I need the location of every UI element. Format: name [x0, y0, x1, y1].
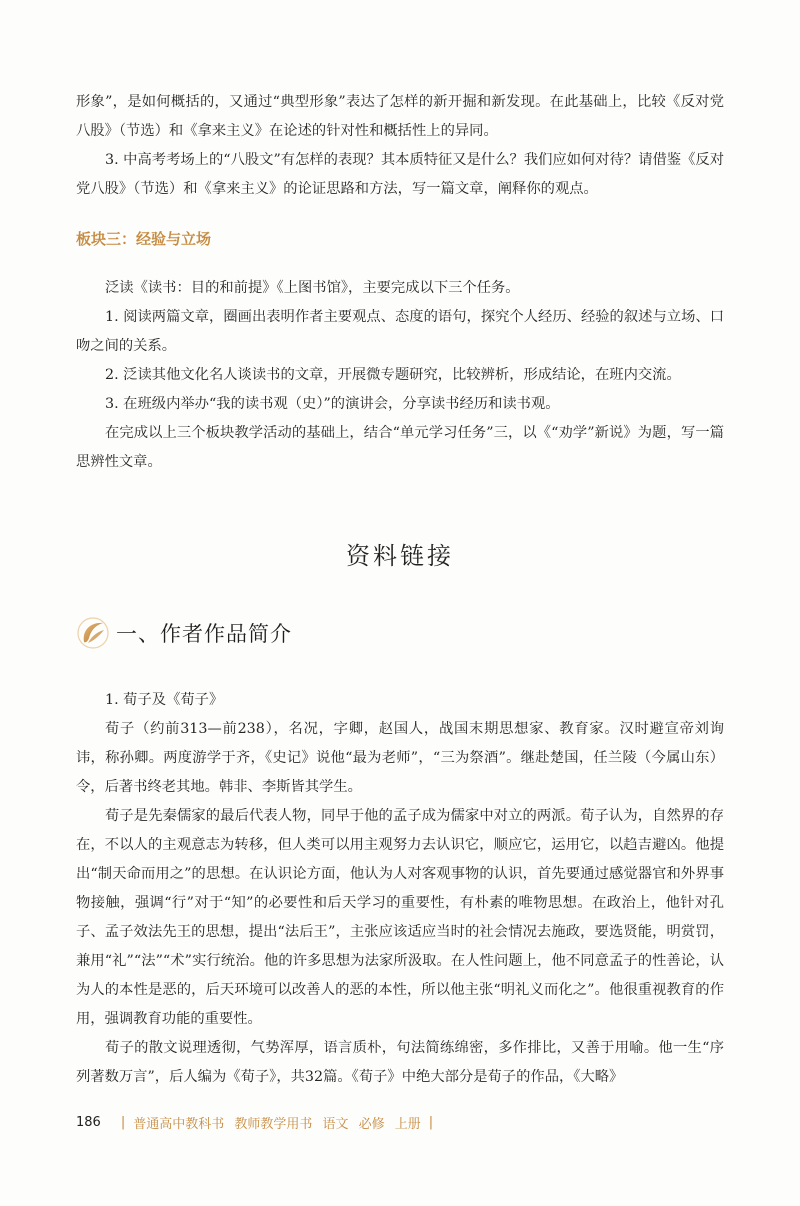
- page-footer: [76, 1112, 441, 1132]
- resources-title: 资料链接: [346, 542, 454, 570]
- task-2: 2. 泛读其他文化名人谈读书的文章，开展微专题研究，比较辨析，形成结论，在班内交流。: [105, 367, 681, 383]
- paragraph-top-2: 3. 中高考考场上的“八股文”有怎样的表现？其本质特征又是什么？我们应如何对待？请借鉴《反对党八股》（节选）和《拿来主义》的论证思路和方法，写一篇文章，阐释你的观点。: [76, 152, 724, 197]
- xunzi-paragraph-1: 荀子（约前313—前238），名况，字卿，赵国人，战国末期思想家、教育家。汉时避宣帝刘询讳，称孙卿。两度游学于齐，《史记》说他“最为老师”，“三为祭酒”。继赴楚国，任兰陵（今属山东）令，后著书终老其地。韩非、李斯皆其学生。: [76, 721, 724, 795]
- book-title: 普通高中教科书 教师教学用书 语文 必修 上册: [133, 1116, 421, 1132]
- chapter-heading: [76, 616, 292, 650]
- task-1: 1. 阅读两篇文章，圈画出表明作者主要观点、态度的语句，探究个人经历、经验的叙述与立场、口吻之间的关系。: [76, 309, 724, 354]
- xunzi-paragraph-3: 荀子的散文说理透彻，气势浑厚，语言质朴，句法简练绵密，多作排比，又善于用喻。他一生“序列著数万言”，后人编为《荀子》，共32篇。《荀子》中绝大部分是荀子的作品，《大略》: [76, 1040, 724, 1085]
- xunzi-paragraph-2: 荀子是先秦儒家的最后代表人物，同早于他的孟子成为儒家中对立的两派。荀子认为，自然界的存在，不以人的主观意志为转移，但人类可以用主观努力去认识它，顺应它，运用它，以趋吉避凶。他提出“制天命而用之”的思想。在认识论方面，他认为人对客观事物的认识，首先要通过感觉器官和外界事物接触，强调“行”对于“知”的必要性和后天学习的重要性，有朴素的唯物思想。在政治上，他针对孔子、孟子效法先王的思想，提出“法后王”，主张应该适应当时的社会情况去施政，要选贤能，明赏罚，兼用“礼”“法”“术”实行统治。他的许多思想为法家所汲取。在人性问题上，他不同意孟子的性善论，认为人的本性是恶的，后天环境可以改善人的恶的本性，所以他主张“明礼义而化之”。他很重视教育的作用，强调教育功能的重要性。: [76, 808, 724, 1027]
- footer-divider-end: |: [428, 1114, 434, 1130]
- section-3-body: [76, 274, 724, 477]
- page-number: 186: [76, 1114, 101, 1130]
- swirl-leaf-icon: [76, 616, 110, 650]
- footer-divider: |: [120, 1114, 126, 1130]
- author-intro-body: [76, 686, 724, 1092]
- paragraph-top-1: 形象”，是如何概括的，又通过“典型形象”表达了怎样的新开掘和新发现。在此基础上，比较《反对党八股》（节选）和《拿来主义》在论述的针对性和概括性上的异同。: [76, 94, 724, 139]
- item-title: 1. 荀子及《荀子》: [105, 692, 224, 708]
- section-3-intro: 泛读《读书：目的和前提》《上图书馆》，主要完成以下三个任务。: [105, 280, 520, 296]
- chapter-title: 一、作者作品简介: [116, 622, 292, 646]
- top-continuation: [76, 88, 724, 204]
- task-3: 3. 在班级内举办“我的读书观（史）”的演讲会，分享读书经历和读书观。: [105, 396, 560, 412]
- section-heading-3: 板块三：经验与立场: [76, 230, 212, 248]
- section-3-summary: 在完成以上三个板块教学活动的基础上，结合“单元学习任务”三，以《“劝学”新说》为题，写一篇思辨性文章。: [76, 425, 724, 470]
